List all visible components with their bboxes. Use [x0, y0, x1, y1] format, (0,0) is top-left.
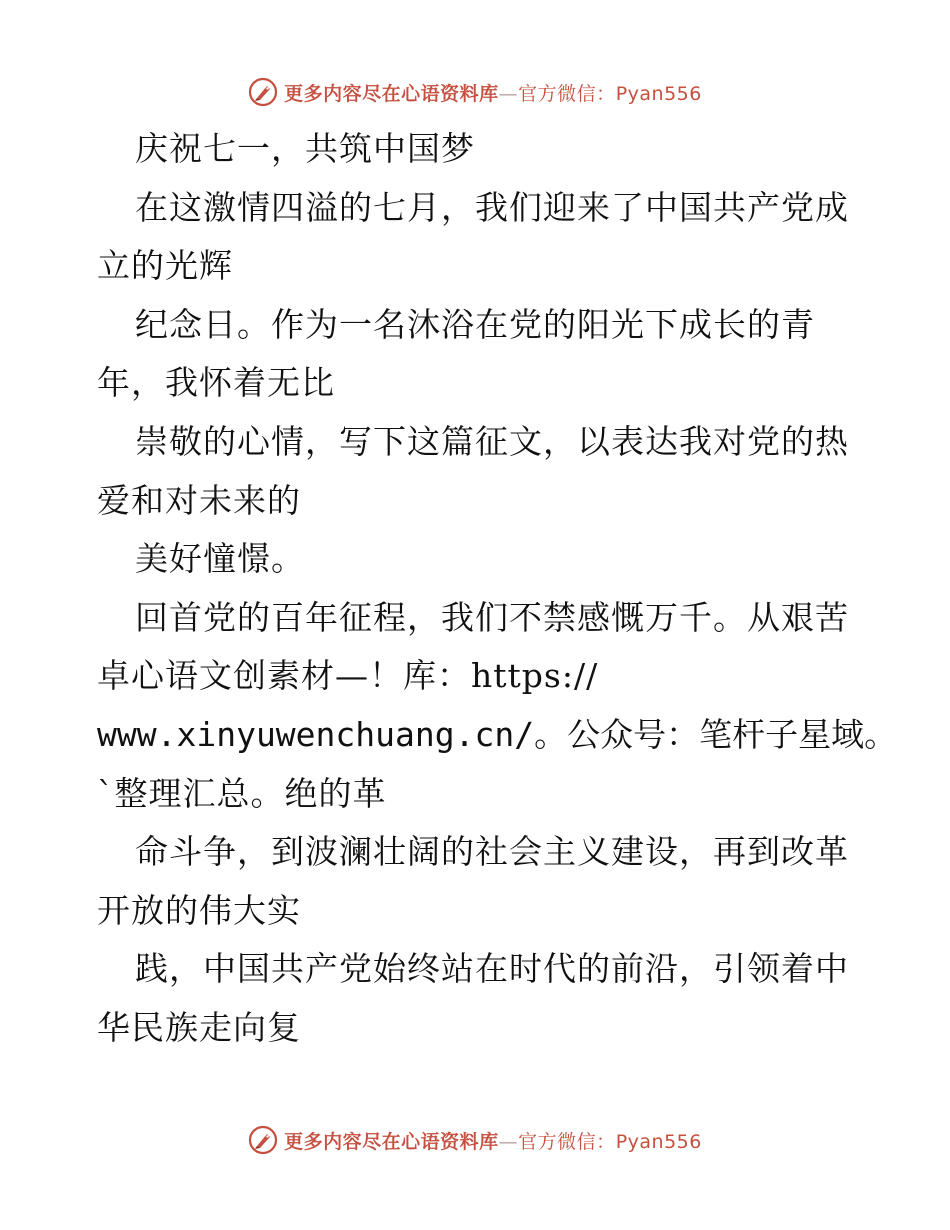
- text-line-url: www.xinyuwenchuang.cn/。公众号：笔杆子星域。: [97, 714, 898, 754]
- text-line-title: 庆祝七一，共筑中国梦: [135, 129, 475, 168]
- footer-brand-text: 更多内容尽在心语资料库: [284, 1130, 499, 1153]
- header-dash: —: [498, 82, 519, 105]
- document-body: [97, 120, 898, 1058]
- text-line: 爱和对未来的: [97, 480, 301, 520]
- header-brand-text: 更多内容尽在心语资料库: [284, 82, 499, 105]
- footer-wechat-label: 官方微信：: [518, 1130, 616, 1153]
- text-line: 年，我怀着无比: [97, 363, 335, 403]
- header-watermark-banner: [0, 72, 950, 112]
- pen-nib-logo-icon: [248, 1125, 278, 1155]
- text-line: 崇敬的心情，写下这篇征文，以表达我对党的热: [135, 421, 849, 461]
- text-line: 回首党的百年征程，我们不禁感慨万千。从艰苦: [135, 597, 849, 637]
- footer-watermark-banner: [0, 1120, 950, 1160]
- text-line: 卓心语文创素材—！库：https://: [97, 656, 599, 696]
- text-line: 美好憧憬。: [135, 539, 305, 579]
- footer-watermark-text: [284, 1127, 702, 1154]
- text-line: 纪念日。作为一名沐浴在党的阳光下成长的青: [135, 304, 815, 344]
- text-line: 践，中国共产党始终站在时代的前沿，引领着中: [135, 949, 849, 989]
- text-line: 在这激情四溢的七月，我们迎来了中国共产党成: [135, 187, 849, 227]
- footer-dash: —: [498, 1130, 519, 1153]
- footer-wechat-id: Pyan556: [615, 1130, 702, 1153]
- header-wechat-label: 官方微信：: [518, 82, 616, 105]
- header-wechat-id: Pyan556: [615, 82, 702, 105]
- text-line: `整理汇总。绝的革: [97, 773, 387, 813]
- text-line: 开放的伟大实: [97, 890, 301, 930]
- text-line: 命斗争，到波澜壮阔的社会主义建设，再到改革: [135, 832, 849, 872]
- header-watermark-text: [284, 79, 702, 106]
- pen-nib-logo-icon: [248, 77, 278, 107]
- text-line: 华民族走向复: [97, 1007, 301, 1047]
- text-line: 立的光辉: [97, 246, 233, 286]
